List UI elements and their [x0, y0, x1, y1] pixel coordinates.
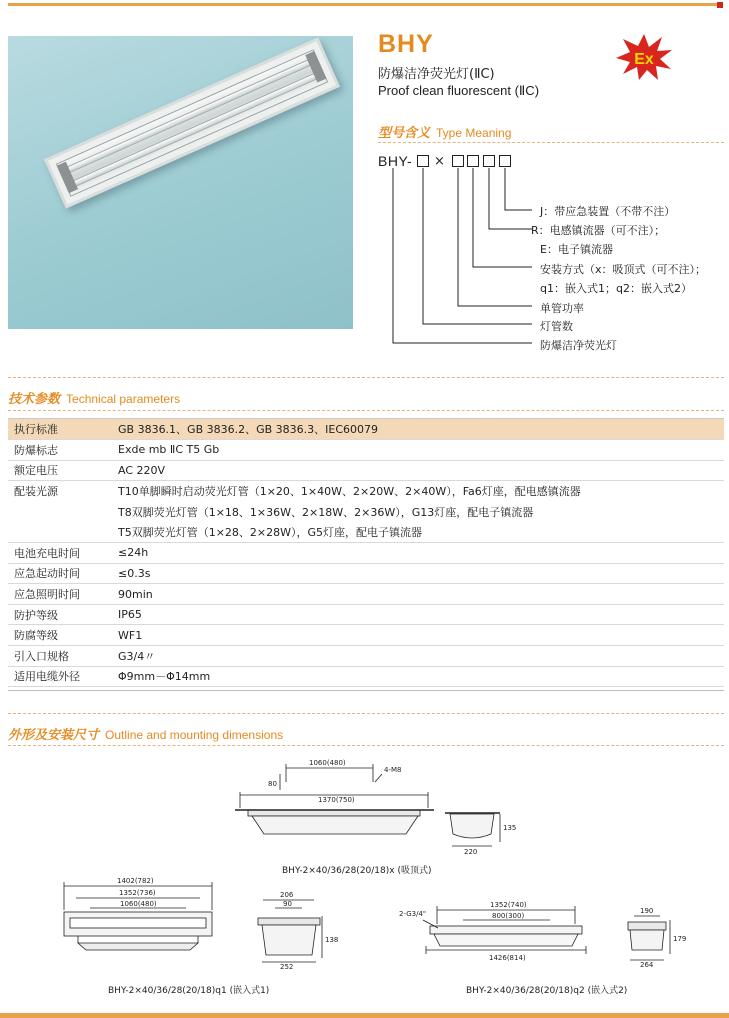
table-row: 电池充电时间 ≤24h	[8, 543, 724, 564]
dim-label: 1060(480)	[120, 900, 157, 908]
table-row: 引入口规格 G3/4〃	[8, 646, 724, 667]
dim-label: 138	[325, 936, 339, 944]
type-meaning-tree	[0, 0, 729, 360]
dim-label: 135	[503, 824, 517, 832]
table-row: 防护等级 IP65	[8, 604, 724, 625]
tech-divider-top	[8, 377, 724, 378]
dim-label: 1426(814)	[489, 954, 526, 962]
outline-divider-top	[8, 713, 724, 714]
product-model: BHY	[378, 30, 434, 58]
legend-item: R：电感镇流器（可不注）；	[531, 224, 666, 237]
dim-label: 80	[268, 780, 277, 788]
type-meaning-heading: 型号含义 Type Meaning	[378, 126, 512, 141]
dim-label: 800(300)	[492, 912, 525, 920]
table-row: 防腐等级 WF1	[8, 625, 724, 646]
outline-divider	[8, 745, 724, 746]
code-multiply: ×	[434, 154, 445, 169]
tech-divider	[8, 410, 724, 411]
dim-label: 90	[283, 900, 292, 908]
model-code-prefix: BHY-	[378, 153, 413, 169]
outline-heading: 外形及安装尺寸 Outline and mounting dimensions	[8, 728, 284, 743]
product-name-cn: 防爆洁净荧光灯(ⅡC)	[378, 67, 495, 82]
technical-table	[8, 419, 724, 687]
dim-label: 190	[640, 907, 654, 915]
bottom-rule	[0, 1013, 729, 1018]
ex-badge-text: Ex	[634, 51, 654, 68]
legend-item: E：电子镇流器	[540, 243, 613, 256]
table-row: 执行标准 GB 3836.1、GB 3836.2、GB 3836.3、IEC60079	[8, 419, 724, 440]
drawing-caption-q1: BHY-2×40/36/28(20/18)q1 (嵌入式1)	[108, 986, 270, 996]
table-row: 应急起动时间 ≤0.3s	[8, 563, 724, 584]
table-row: T8双脚荧光灯管（1×18、1×36W、2×18W、2×36W），G13灯座，配电子镇流器	[118, 505, 534, 519]
product-name-en: Proof clean fluorescent (ⅡC)	[378, 83, 540, 98]
dim-label: 264	[640, 961, 654, 969]
legend-item: 防爆洁净荧光灯	[540, 339, 617, 352]
legend-item: J：带应急装置（不带不注）	[540, 205, 676, 218]
drawing-caption-x: BHY-2×40/36/28(20/18)x (吸顶式)	[282, 866, 432, 876]
dim-label: 220	[464, 848, 478, 856]
table-row: 配装光源 T10单脚瞬时启动荧光灯管（1×20、1×40W、2×20W、2×40W），Fa6灯座，配电感镇流器	[14, 485, 581, 499]
table-row: 适用电缆外径 Φ9mm－Φ14mm	[8, 666, 724, 687]
dim-label: 1352(740)	[490, 901, 527, 909]
table-row: 应急照明时间 90min	[8, 584, 724, 605]
dim-label: 2-G3/4"	[399, 910, 427, 918]
table-row: T5双脚荧光灯管（1×28、2×28W），G5灯座，配电子镇流器	[8, 522, 724, 543]
dim-label: 252	[280, 963, 294, 971]
table-row: 额定电压 AC 220V	[8, 460, 724, 481]
legend-item: 单管功率	[540, 302, 584, 315]
legend-item: 安装方式（x：吸顶式（可不注）；	[540, 263, 707, 276]
dim-label: 1402(782)	[117, 877, 154, 885]
dim-label: 4-M8	[384, 766, 402, 774]
legend-item: q1：嵌入式1；q2：嵌入式2）	[540, 282, 692, 295]
dim-label: 206	[280, 891, 294, 899]
dim-label: 1352(736)	[119, 889, 156, 897]
table-row: 防爆标志 Exde mb ⅡC T5 Gb	[8, 440, 724, 461]
table-bottom-rule	[8, 690, 724, 691]
dim-label: 179	[673, 935, 687, 943]
legend-item: 灯管数	[540, 320, 573, 333]
dim-label: 1370(750)	[318, 796, 355, 804]
drawing-caption-q2: BHY-2×40/36/28(20/18)q2 (嵌入式2)	[466, 986, 628, 996]
dim-label: 1060(480)	[309, 759, 346, 767]
outline-drawings	[0, 750, 729, 1010]
technical-heading: 技术参数 Technical parameters	[8, 392, 181, 407]
